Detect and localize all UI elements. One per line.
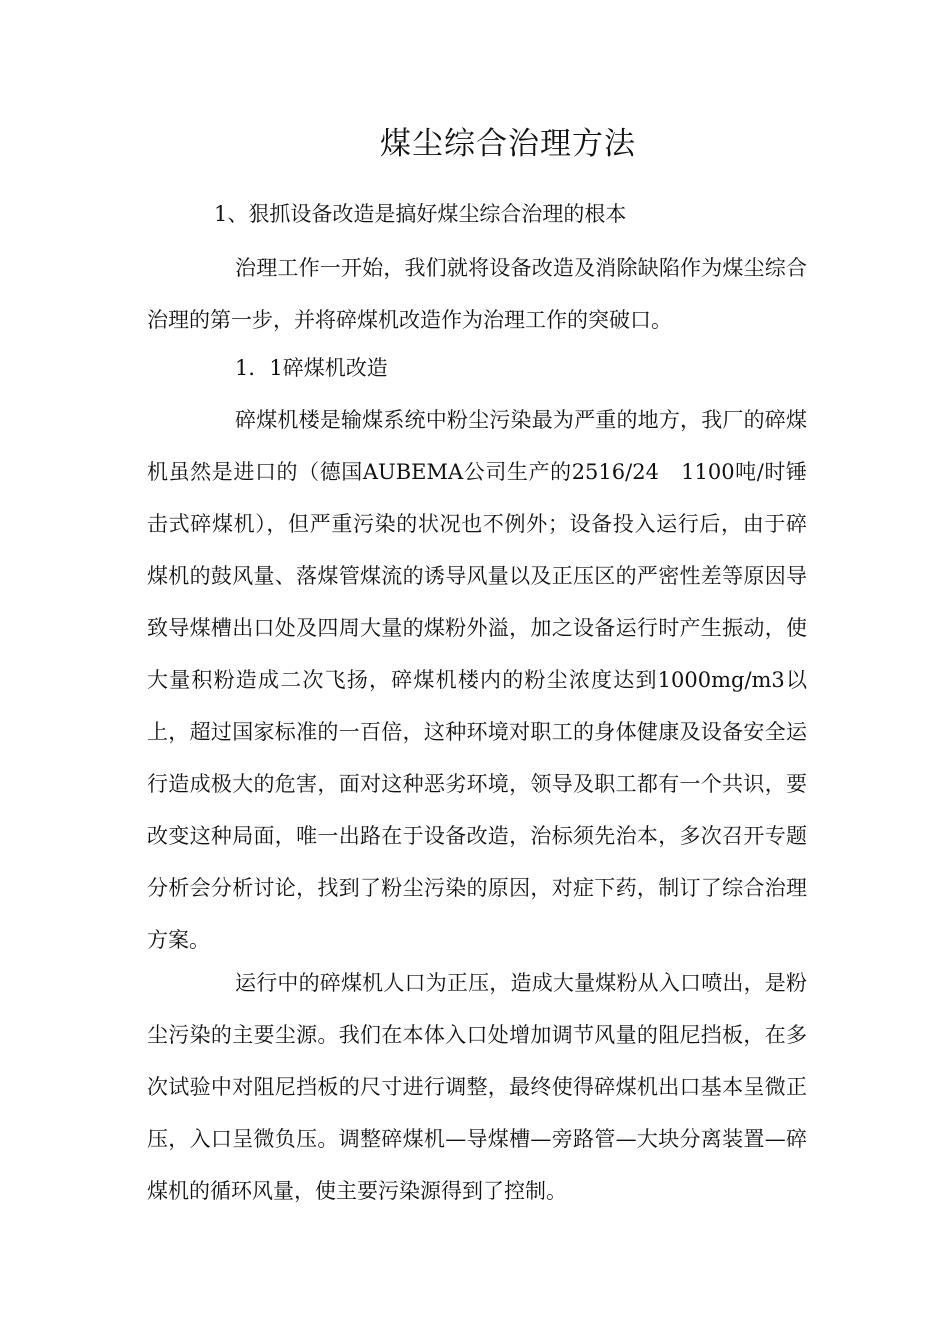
paragraph-crusher-building: 碎煤机楼是输煤系统中粉尘污染最为严重的地方，我厂的碎煤机虽然是进口的（德国AUBEMA公司生产的2516/24 1100吨/时锤击式碎煤机），但严重污染的状况也不例外；设备投入运行后，由于碎煤机的鼓风量、落煤管煤流的诱导风量以及正压区的严密性差等原因导致导煤槽出口处及四周大量的煤粉外溢，加之设备运行时产生振动，使大量积粉造成二次飞扬，碎煤机楼内的粉尘浓度达到1000mg/m3以上，超过国家标准的一百倍，这种环境对职工的身体健康及设备安全运行造成极大的危害，面对这种恶劣环境，领导及职工都有一个共识，要改变这种局面，唯一出路在于设备改造，治标须先治本，多次召开专题分析会分析讨论，找到了粉尘污染的原因，对症下药，制订了综合治理方案。 xyxy=(147,408,807,952)
paragraph-crusher-inlet: 运行中的碎煤机人口为正压，造成大量煤粉从入口喷出，是粉尘污染的主要尘源。我们在本体入口处增加调节风量的阻尼挡板，在多次试验中对阻尼挡板的尺寸进行调整，最终使得碎煤机出口基本呈微正压，入口呈微负压。调整碎煤机—导煤槽—旁路管—大块分离装置—碎煤机的循环风量，使主要污染源得到了控制。 xyxy=(147,971,807,1203)
document-title: 煤尘综合治理方法 xyxy=(380,126,636,162)
section-heading-1: 1、狠抓设备改造是搞好煤尘综合治理的根本 xyxy=(214,202,627,226)
paragraph-intro: 治理工作一开始，我们就将设备改造及消除缺陷作为煤尘综合治理的第一步，并将碎煤机改造作为治理工作的突破口。 xyxy=(147,256,807,332)
section-heading-1-1: 1．1碎煤机改造 xyxy=(235,356,388,380)
